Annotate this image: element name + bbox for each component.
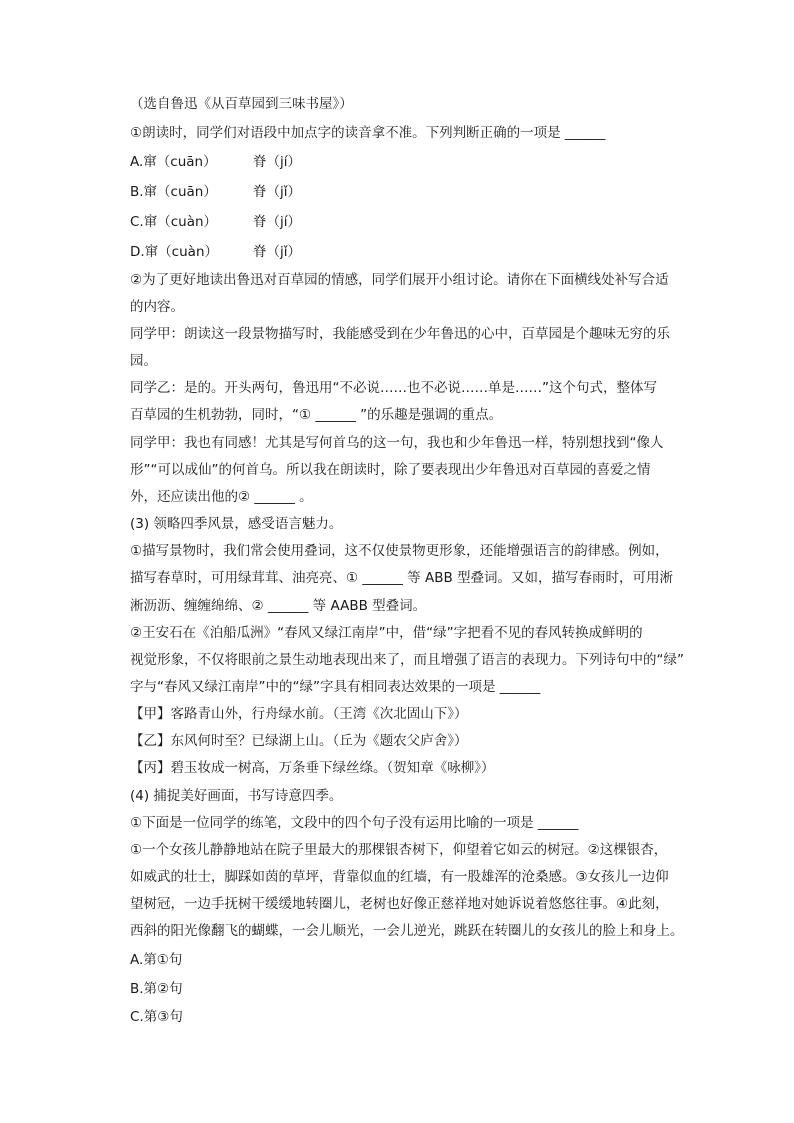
paragraph-line: 外，还应读出他的② ______ 。 [130,489,313,505]
paragraph-line: 视觉形象，不仅将眼前之景生动地表现出来了，而且增强了语言的表现力。下列诗句中的“绿” [130,652,684,668]
answer-option: A.第①句 [130,952,183,968]
paragraph-line: 望树冠，一边手抚树干缓缓地转圈儿，老树也好像正慈祥地对她诉说着悠悠往事。④此刻， [130,896,669,912]
option-c-first: C.窜（cuàn） [130,214,218,230]
option-d-second: 脊（jǐ） [253,244,302,260]
option-b-first: B.窜（cuān） [130,184,217,200]
option-b-second: 脊（jǐ） [253,184,302,200]
paragraph-line: 同学乙：是的。开头两句，鲁迅用“不必说……也不必说……单是……”这个句式，整体写 [130,380,657,396]
poem-option: 【甲】客路青山外，行舟绿水前。（王湾《次北固山下》） [130,706,468,722]
paragraph-line: ①一个女孩儿静静地站在院子里最大的那棵银杏树下，仰望着它如云的树冠。②这棵银杏， [130,842,668,858]
paragraph-line: 西斜的阳光像翻飞的蝴蝶，一会儿顺光，一会儿逆光，跳跃在转圈儿的女孩儿的脸上和身上。 [130,923,684,939]
paragraph-line: ①描写景物时，我们常会使用叠词，这不仅使景物更形象，还能增强语言的韵律感。例如， [130,543,669,559]
paragraph-line: 同学甲：朗读这一段景物描写时，我能感受到在少年鲁迅的心中，百草园是个趣味无穷的乐 [130,326,670,342]
option-a-first: A.窜（cuān） [130,154,217,170]
paragraph-line: 如威武的壮士，脚踩如茵的草坪，背靠似血的红墙，有一股雄浑的沧桑感。③女孩儿一边仰 [130,869,669,885]
paragraph-line: 淅沥沥、缠缠绵绵、② ______ 等 AABB 型叠词。 [130,598,427,614]
paragraph-line: ②为了更好地读出鲁迅对百草园的情感，同学们展开小组讨论。请你在下面横线处补写合适 [130,272,669,288]
paragraph-line: 百草园的生机勃勃，同时，“① ______ ”的乐趣是强调的重点。 [130,407,503,423]
poem-option: 【丙】碧玉妆成一树高，万条垂下绿丝绦。（贺知章《咏柳》） [130,760,495,776]
option-a-second: 脊（jí） [253,154,302,170]
question-text: ①朗读时，同学们对语段中加点字的读音拿不准。下列判断正确的一项是 ______ [130,125,606,141]
paragraph-line: ②王安石在《泊船瓜洲》“春风又绿江南岸”中，借“绿”字把看不见的春风转换成鲜明的 [130,625,643,641]
source-note: （选自鲁迅《从百草园到三味书屋》） [130,96,353,112]
paragraph-line: 形”“可以成仙”的何首乌。所以我在朗读时，除了要表现出少年鲁迅对百草园的喜爱之情 [130,462,651,478]
answer-option: C.第③句 [130,1009,183,1025]
paragraph-line: 描写春草时，可用绿茸茸、油亮亮、① ______ 等 ABB 型叠词。又如，描写春雨时，可用淅 [130,570,674,586]
paragraph-line: ①下面是一位同学的练笔，文段中的四个句子没有运用比喻的一项是 ______ [130,815,579,831]
option-c-second: 脊（jí） [253,214,302,230]
paragraph-line: 园。 [130,353,157,369]
section-heading: (3) 领略四季风景，感受语言魅力。 [130,516,343,532]
section-heading: (4) 捕捉美好画面，书写诗意四季。 [130,788,343,804]
option-d-first: D.窜（cuàn） [130,244,218,260]
answer-option: B.第②句 [130,981,183,997]
poem-option: 【乙】东风何时至？已绿湖上山。（丘为《题农父庐舍》） [130,733,468,749]
paragraph-line: 的内容。 [130,299,184,315]
paragraph-line: 同学甲：我也有同感！尤其是写何首乌的这一句，我也和少年鲁迅一样，特别想找到“像人 [130,435,664,451]
paragraph-line: 字与“春风又绿江南岸”中的“绿”字具有相同表达效果的一项是 ______ [130,679,541,695]
